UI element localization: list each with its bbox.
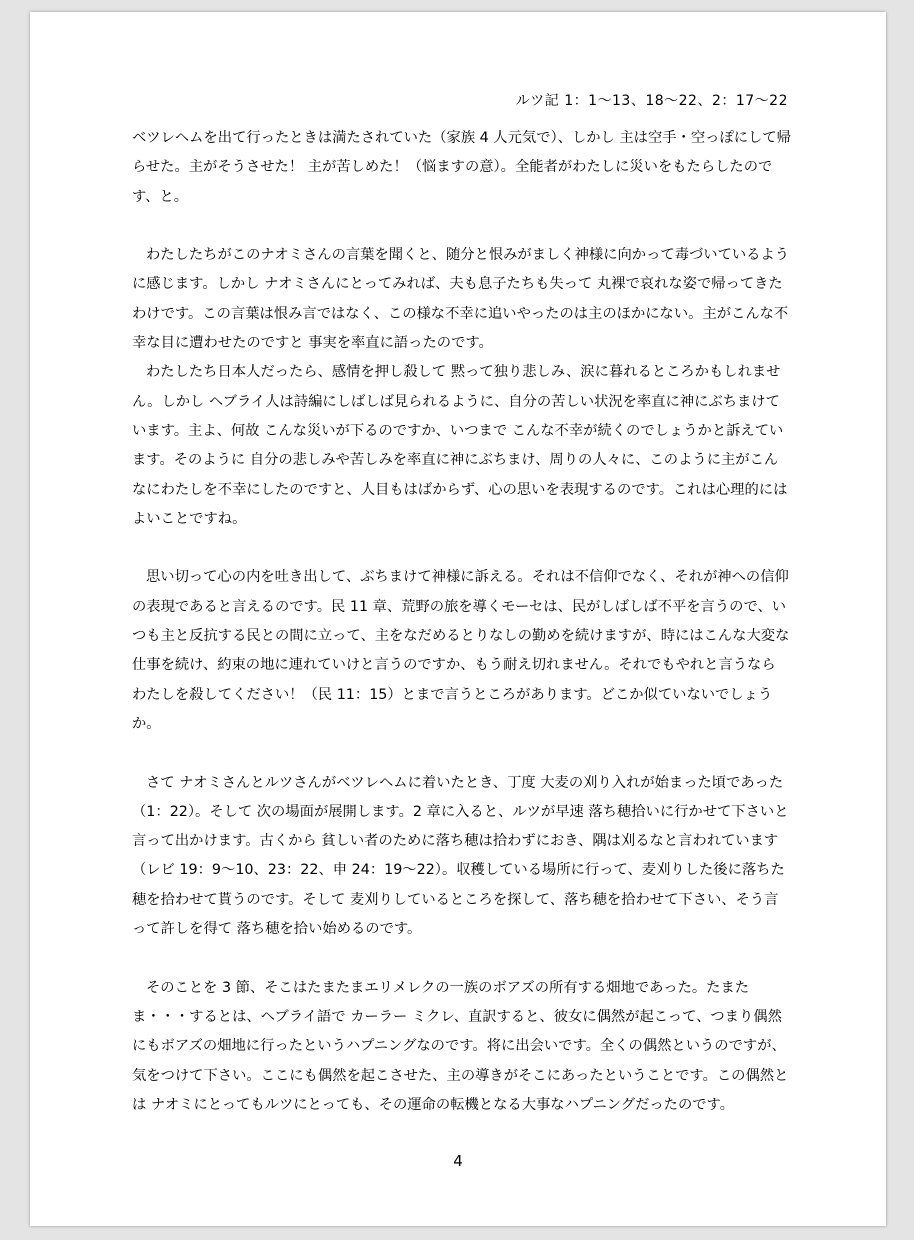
paragraph: わたしたちがこのナオミさんの言葉を聞くと、随分と恨みがましく神様に向かって毒づいているように感じます。しかし ナオミさんにとってみれば、夫も息子たちも失って 丸裸で哀れな姿で帰ってきたわけです。この言葉は恨み言ではなく、この様な不幸に追いやったのは主のほかにない。主がこんな不幸な目に遭わせたのですと 事実を率直に語ったのです。	[132, 247, 790, 352]
page-number: 4	[453, 1152, 463, 1170]
document-body	[132, 124, 792, 1120]
paragraph: ベツレヘムを出て行ったときは満たされていた（家族 4 人元気で）、しかし 主は空手・空っぽにして帰らせた。主がそうさせた！ 主が苦しめた！（悩ますの意）。全能者がわたしに災いをもたらしたのです、と。	[132, 130, 791, 205]
paragraph: 思い切って心の内を吐き出して、ぶちまけて神様に訴える。それは不信仰でなく、それが神への信仰の表現であると言えるのです。民 11 章、荒野の旅を導くモーセは、民がしばしば不平を言うので、いつも主と反抗する民との間に立って、主をなだめるとりなしの勤めを続けますが、時にはこんな大変な仕事を続け、約束の地に連れていけと言うのですか、もう耐え切れません。それでもやれと言うなら わたしを殺してください！（民 11：15）とまで言うところがあります。どこか似ていないでしょうか。	[132, 569, 790, 732]
paragraph: そのことを 3 節、そこはたまたまエリメレクの一族のボアズの所有する畑地であった。たまたま・・・するとは、ヘブライ語で カーラー ミクレ、直訳すると、彼女に偶然が起こって、つまり偶然にもボアズの畑地に行ったというハプニングなのです。将に出会いです。全くの偶然というのですが、気をつけて下さい。ここにも偶然を起こさせた、主の導きがそこにあったということです。この偶然とは ナオミにとってもルツにとっても、その運命の転機となる大事なハプニングだったのです。	[132, 979, 789, 1113]
scripture-reference: ルツ記 1：1〜13、18〜22、2：17〜22	[515, 93, 788, 109]
paragraph: さて ナオミさんとルツさんがベツレヘムに着いたとき、丁度 大麦の刈り入れが始まった頃であった（1：22）。そして 次の場面が展開します。2 章に入ると、ルツが早速 落ち穂拾いに行かせて下さいと言って出かけます。古くから 貧しい者のために落ち穂は拾わずにおき、隅は刈るなと言われています（レビ 19：9〜10、23：22、申 24：19〜22）。収穫している場所に行って、麦刈りした後に落ちた穂を拾わせて貰うのです。そして 麦刈りしているところを探して、落ち穂を拾わせて下さい、そう言って許しを得て 落ち穂を拾い始めるのです。	[132, 774, 789, 938]
paragraph: わたしたち日本人だったら、感情を押し殺して 黙って独り悲しみ、涙に暮れるところかもしれません。しかし ヘブライ人は詩編にしばしば見られるように、自分の苦しい状況を率直に神にぶちまけています。主よ、何故 こんな災いが下るのですか、いつまで こんな不幸が続くのでしょうかと訴えています。そのように 自分の悲しみや苦しみを率直に神にぶちまけ、周りの人々に、このように主がこんなにわたしを不幸にしたのですと、人目もはばからず、心の思いを表現するのです。これは心理的にはよいことですね。	[132, 364, 788, 527]
document-page	[30, 12, 886, 1226]
